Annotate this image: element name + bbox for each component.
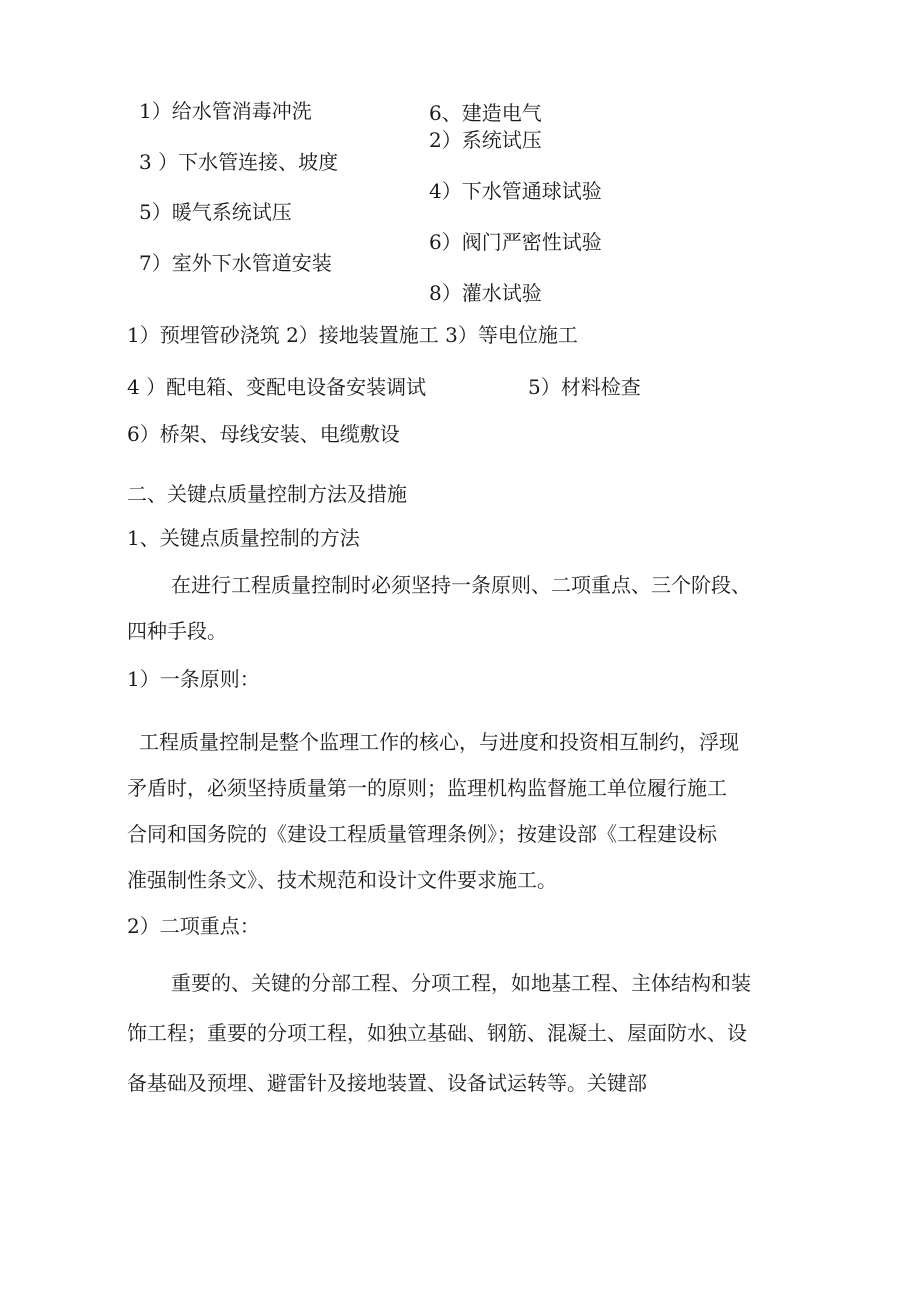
intro-line-1: 在进行工程质量控制时必须坚持一条原则、二项重点、三个阶段、 <box>171 573 751 597</box>
plumbing-item-6: 6）阀门严密性试验 <box>429 230 602 254</box>
principle-title: 1）一条原则： <box>127 667 260 691</box>
focus-line-2: 饰工程；重要的分项工程，如独立基础、钢筋、混凝土、屋面防水、设 <box>127 1021 747 1045</box>
principle-line-4: 准强制性条文》、技术规范和设计文件要求施工。 <box>127 868 557 892</box>
electrical-items-line-2a: 4 ）配电箱、变配电设备安装调试 <box>127 375 427 399</box>
principle-line-1: 工程质量控制是整个监理工作的核心，与进度和投资相互制约，浮现 <box>139 730 739 754</box>
plumbing-item-4: 4）下水管通球试验 <box>429 179 602 203</box>
section-6-title: 6、建造电气 <box>429 101 542 125</box>
plumbing-item-7: 7）室外下水管道安装 <box>139 251 332 275</box>
electrical-items-line-3: 6）桥架、母线安装、电缆敷设 <box>127 422 400 446</box>
plumbing-item-2: 2）系统试压 <box>429 128 542 152</box>
plumbing-item-1: 1）给水管消毒冲洗 <box>139 99 312 123</box>
subsection-heading: 1、关键点质量控制的方法 <box>127 526 360 550</box>
focus-line-3: 备基础及预埋、避雷针及接地装置、设备试运转等。关键部 <box>127 1071 647 1095</box>
section-heading: 二、关键点质量控制方法及措施 <box>127 482 407 506</box>
plumbing-item-5: 5）暖气系统试压 <box>139 200 292 224</box>
principle-line-2: 矛盾时，必须坚持质量第一的原则；监理机构监督施工单位履行施工 <box>127 776 727 800</box>
electrical-items-line-1: 1）预埋管砂浇筑 2）接地装置施工 3）等电位施工 <box>127 323 578 347</box>
electrical-items-line-2b: 5）材料检查 <box>528 375 641 399</box>
plumbing-item-8: 8）灌水试验 <box>429 281 542 305</box>
focus-line-1: 重要的、关键的分部工程、分项工程，如地基工程、主体结构和装 <box>171 971 751 995</box>
focus-title: 2）二项重点： <box>127 914 260 938</box>
intro-line-2: 四种手段。 <box>127 619 227 643</box>
principle-line-3: 合同和国务院的《建设工程质量管理条例》；按建设部《工程建设标 <box>127 822 717 846</box>
plumbing-item-3: 3 ）下水管连接、坡度 <box>139 150 339 174</box>
